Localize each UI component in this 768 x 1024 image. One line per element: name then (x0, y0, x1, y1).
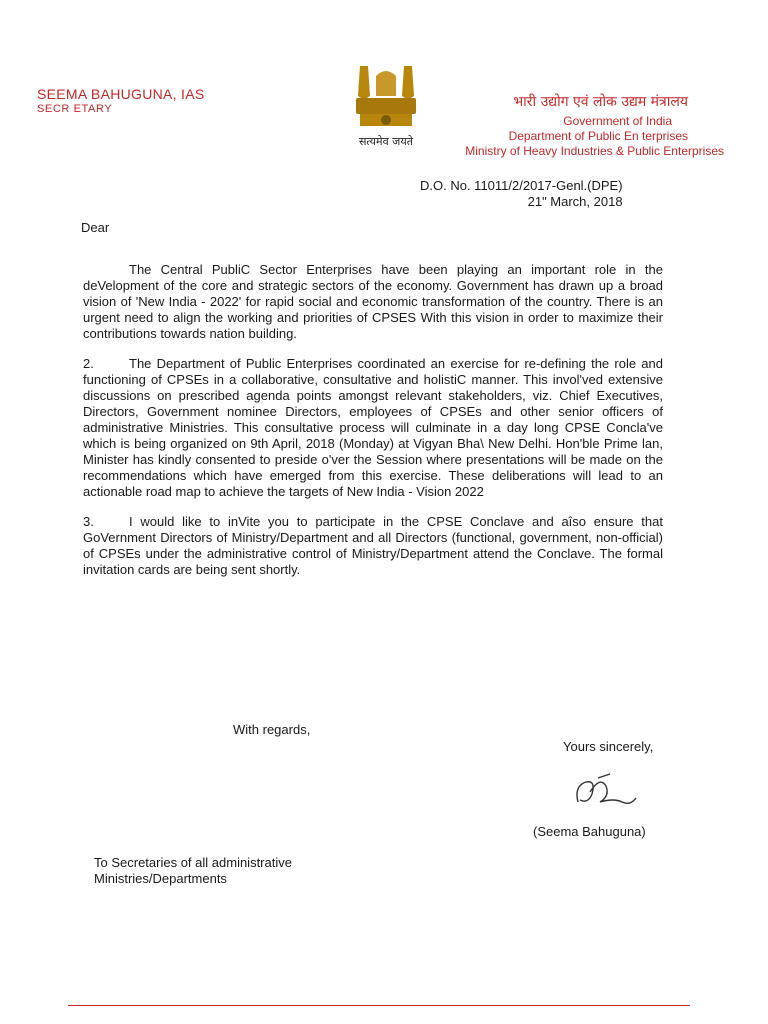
letter-body (83, 262, 663, 592)
signatory-name: (Seema Bahuguna) (533, 824, 646, 839)
paragraph-3 (83, 514, 663, 578)
paragraph-3-text: I would like to inVite you to participate in the CPSE Conclave and aîso ensure that GoVernment Directors of Ministry/Department and all Directors (functional, government, non-official) of CPSEs under the administrative control of Ministry/Department attend the Conclave. The formal invitation cards are being sent shortly. (83, 514, 663, 577)
addressee-line-2: Ministries/Departments (94, 871, 227, 886)
footer-divider (68, 1005, 690, 1006)
hindi-ministry-name: भारी उद्योग एवं लोक उद्यम मंत्रालय (513, 94, 688, 110)
paragraph-3-number: 3. (83, 514, 94, 529)
regards: With regards, (233, 722, 311, 737)
emblem-icon (346, 62, 426, 134)
paragraph-2-number: 2. (83, 356, 94, 371)
sender-name: SEEMA BAHUGUNA, IAS (37, 86, 205, 102)
department-header (465, 114, 724, 159)
sender-title: SECR ETARY (37, 103, 113, 115)
state-emblem (346, 62, 426, 152)
ministry-line: Ministry of Heavy Industries & Public Enterprises (465, 144, 724, 158)
letter-date: 21" March, 2018 (527, 194, 623, 209)
emblem-motto: सत्यमेव जयते (358, 135, 413, 148)
yours-sincerely: Yours sincerely, (563, 739, 654, 754)
addressee (94, 855, 292, 887)
paragraph-1 (83, 262, 663, 342)
salutation: Dear (81, 220, 110, 235)
paragraph-2-text: The Department of Public Enterprises coordinated an exercise for re-defining the role and functioning of CPSEs in a collaborative, consultative and holistiC manner. This invol'ved extensive discussions on prescribed agenda points amongst relevant stakeholders, viz. Chief Executives, Directors, Government nominee Directors, employees of CPSEs and other senior officers of administrative Ministries. This consultative process will culminate in a day long CPSE Concla've which is being organized on 9th April, 2018 (Monday) at Vigyan Bha\ New Delhi. Hon'ble Prime lan, Minister has kindly consented to preside o'ver the Session where presentations will be made on the recommendations which have emerged from this exercise. These deliberations will lead to an actionable road map to achieve the targets of New India - Vision 2022 (83, 356, 663, 499)
reference-block (420, 178, 623, 210)
addressee-line-1: To Secretaries of all administrative (94, 855, 292, 870)
paragraph-1-text: The Central PubliC Sector Enterprises have been playing an important role in the deVelopment of the core and strategic sectors of the economy. Government has drawn up a broad vision of 'New India - 2022' for rapid social and economic transformation of the country. There is an urgent need to align the working and priorities of CPSES With this vision in order to maximize their contributions towards nation building. (83, 262, 663, 341)
do-number: D.O. No. 11011/2/2017-Genl.(DPE) (420, 178, 623, 193)
dept-line: Department of Public En terprises (508, 129, 688, 143)
gov-line: Government of India (563, 114, 672, 128)
signature-icon (570, 772, 640, 812)
paragraph-2 (83, 356, 663, 500)
